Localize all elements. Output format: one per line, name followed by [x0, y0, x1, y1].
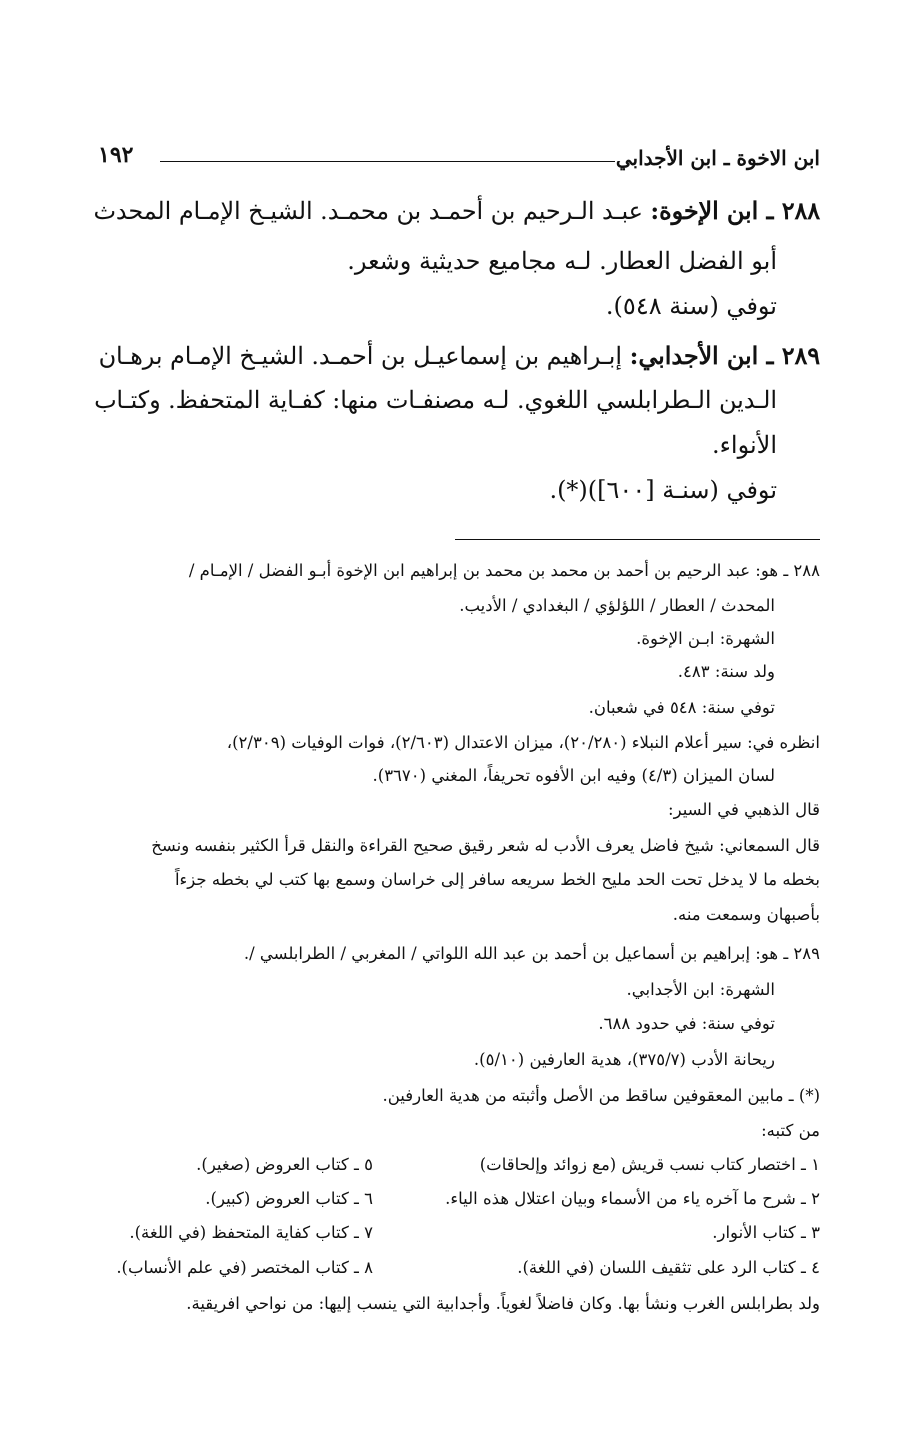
entry-289-line-1	[99, 342, 820, 370]
footnote-289-line-1: ٢٨٩ ـ هو: إبراهيم بن أسماعيل بن أحمد بن عبد الله اللواتي / المغربي / الطرابلسي /.	[243, 944, 820, 963]
running-title: ابن الاخوة ـ ابن الأجدابي	[615, 146, 820, 170]
entry-288-line-1	[94, 197, 820, 225]
entry-288-headword: ٢٨٨ ـ ابن الإخوة:	[650, 197, 820, 225]
work-item-8: ٨ ـ كتاب المختصر (في علم الأنساب).	[116, 1258, 373, 1277]
footnote-288-line-4: ولد سنة: ٤٨٣.	[677, 662, 775, 681]
page-number: ١٩٢	[98, 142, 134, 168]
footnote-288-line-6: انظره في: سير أعلام النبلاء (٢٠/٢٨٠)، ميزان الاعتدال (٢/٦٠٣)، فوات الوفيات (٢/٣٠٩)،	[226, 733, 820, 752]
footnote-288-line-1: ٢٨٨ ـ هو: عبد الرحيم بن أحمد بن محمد بن محمد بن إبراهيم ابن الإخوة أبـو الفضل / الإمـام /	[188, 561, 820, 580]
footnote-288-line-2: المحدث / العطار / اللؤلؤي / البغدادي / الأديب.	[459, 596, 775, 615]
entry-289-line-4: توفي (سنـة [٦٠٠])(*).	[549, 476, 777, 504]
work-item-2: ٢ ـ شرح ما آخره ياء من الأسماء وبيان اعتلال هذه الياء.	[445, 1189, 820, 1208]
entry-289-headword: ٢٨٩ ـ ابن الأجدابي:	[629, 342, 820, 370]
footnote-288-line-11: بأصبهان وسمعت منه.	[672, 905, 820, 924]
work-item-5: ٥ ـ كتاب العروض (صغير).	[196, 1155, 373, 1174]
header-rule	[160, 161, 615, 162]
work-item-4: ٤ ـ كتاب الرد على تثقيف اللسان (في اللغة).	[517, 1258, 820, 1277]
footnote-288-line-7: لسان الميزان (٤/٣) وفيه ابن الأفوه تحريفاً، المغني (٣٦٧٠).	[372, 766, 775, 785]
footnote-288-line-5: توفي سنة: ٥٤٨ في شعبان.	[588, 698, 775, 717]
footnote-closing: ولد بطرابلس الغرب ونشأ بها. وكان فاضلاً لغوياً. وأجدابية التي ينسب إليها: من نواحي افريقية.	[186, 1294, 820, 1313]
entry-289-line-3: الأنواء.	[711, 431, 777, 459]
entry-289-line-2: الـدين الـطرابلسي اللغوي. لـه مصنفـات منها: كفـاية المتحفظ. وكتـاب	[94, 386, 777, 414]
work-item-6: ٦ ـ كتاب العروض (كبير).	[205, 1189, 373, 1208]
footnote-288-line-3: الشهرة: ابـن الإخوة.	[636, 629, 775, 648]
footnote-note: (*) ـ مابين المعقوفين ساقط من الأصل وأثبته من هدية العارفين.	[382, 1086, 820, 1105]
footnote-289-line-3: توفي سنة: في حدود ٦٨٨.	[598, 1014, 775, 1033]
footnote-288-line-8: قال الذهبي في السير:	[668, 800, 820, 819]
work-item-7: ٧ ـ كتاب كفاية المتحفظ (في اللغة).	[129, 1223, 373, 1242]
entry-288-text-1: عبـد الـرحيم بن أحمـد بن محمـد. الشيـخ الإمـام المحدث	[93, 197, 643, 225]
footnote-289-line-4: ريحانة الأدب (٣٧٥/٧)، هدية العارفين (٥/١٠).	[473, 1050, 775, 1069]
work-item-3: ٣ ـ كتاب الأنوار.	[712, 1223, 820, 1242]
footnote-289-line-2: الشهرة: ابن الأجدابي.	[626, 980, 775, 999]
footnote-288-line-9: قال السمعاني: شيخ فاضل يعرف الأدب له شعر رقيق صحيح القراءة والنقل قرأ الكثير بنفسه ونسخ	[151, 836, 820, 855]
entry-288-line-3: توفي (سنة ٥٤٨).	[605, 292, 777, 320]
work-item-1: ١ ـ اختصار كتاب نسب قريش (مع زوائد وإلحاقات)	[479, 1155, 820, 1174]
entry-289-text-1: إبـراهيم بن إسماعيـل بن أحمـد. الشيـخ الإمـام برهـان	[98, 342, 623, 370]
entry-288-line-2: أبو الفضل العطار. لـه مجاميع حديثية وشعر.	[347, 247, 777, 275]
footnote-288-line-10: بخطه ما لا يدخل تحت الحد مليح الخط سريعه سافر إلى خراسان وسمع بها كتب لي بخطه جزءاً	[174, 870, 820, 889]
works-heading: من كتبه:	[761, 1121, 820, 1140]
footnote-rule	[455, 539, 820, 540]
